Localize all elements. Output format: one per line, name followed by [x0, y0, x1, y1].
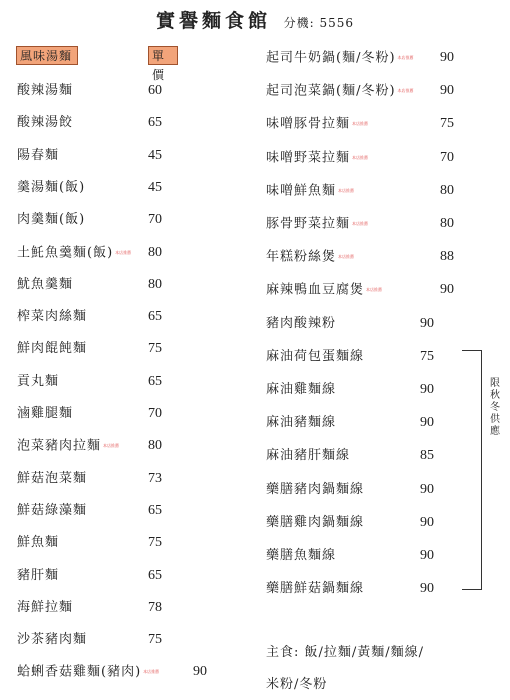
menu-item-price: 60 — [148, 83, 162, 98]
menu-item-name-text: 麻油荷包蛋麵線 — [266, 348, 365, 364]
menu-item-name — [266, 148, 368, 169]
menu-item-price: 70 — [440, 149, 454, 165]
menu-item-name-text: 味噌野菜拉麵 — [266, 150, 351, 166]
menu-item-name-text: 起司泡菜鍋(麵/冬粉) — [266, 83, 396, 99]
menu-item-price: 75 — [440, 116, 454, 132]
menu-item-price: 90 — [420, 481, 434, 497]
menu-item-name — [17, 243, 131, 264]
recommended-tag: 本店推薦 — [338, 254, 355, 260]
menu-item-name-text: 豬肝麵 — [17, 567, 60, 583]
menu-item-name-text: 羹湯麵(飯) — [17, 179, 86, 195]
menu-item-price: 45 — [148, 179, 162, 195]
menu-item-price: 75 — [420, 348, 434, 364]
menu-item-name-text: 貢丸麵 — [17, 373, 60, 389]
menu-item-price: 65 — [148, 115, 162, 131]
menu-item-name — [17, 210, 85, 230]
menu-item-name — [266, 579, 364, 599]
menu-item-name — [266, 413, 336, 433]
recommended-tag: 本店推薦 — [366, 287, 383, 293]
menu-item-name-text: 麻辣鴨血豆腐煲 — [266, 282, 365, 298]
recommended-tag: 本店推薦 — [115, 249, 132, 255]
menu-item-name-text: 沙茶豬肉麵 — [17, 632, 88, 648]
phone-extension: 分機: 5556 — [283, 16, 355, 30]
menu-item-price: 70 — [148, 212, 162, 228]
menu-item-price: 65 — [148, 502, 162, 518]
menu-item-price: 65 — [148, 309, 162, 325]
menu-item-name — [17, 113, 73, 133]
menu-item-name — [17, 339, 87, 359]
menu-item-name-text: 豚骨野菜拉麵 — [266, 216, 351, 232]
menu-item-price: 78 — [148, 599, 162, 615]
menu-item-name-text: 蛤蜊香菇雞麵(豬肉) — [17, 664, 142, 680]
menu-item-price: 90 — [420, 514, 434, 530]
menu-item-price: 90 — [420, 382, 434, 397]
menu-item-name — [17, 275, 73, 295]
menu-item-price: 90 — [420, 315, 434, 331]
menu-item-name-text: 藥膳雞肉鍋麵線 — [266, 514, 365, 530]
menu-item-name-text: 麻油雞麵線 — [266, 382, 337, 397]
menu-item-name — [17, 533, 59, 553]
menu-item-name-text: 滷雞腿麵 — [17, 406, 74, 421]
menu-item-name-text: 鮮菇綠藻麵 — [17, 502, 88, 518]
recommended-tag: 本店推薦 — [397, 55, 414, 60]
menu-item-name-text: 味噌鮮魚麵 — [266, 183, 337, 199]
menu-item-name — [17, 598, 73, 618]
category-header: 風味湯麵 — [16, 46, 78, 65]
menu-item-name-text: 酸辣湯餃 — [17, 115, 74, 131]
menu-item-name — [266, 480, 364, 500]
menu-item-price: 70 — [148, 406, 162, 421]
menu-item-price: 45 — [148, 147, 162, 163]
menu-item-name — [266, 314, 336, 334]
menu-item-price: 73 — [148, 470, 162, 486]
menu-item-price: 85 — [420, 448, 434, 464]
menu-item-name-text: 味噌豚骨拉麵 — [266, 116, 351, 132]
menu-item-name-text: 鮮肉餛飩麵 — [17, 341, 88, 357]
menu-item-name-text: 麻油豬肝麵線 — [266, 448, 351, 464]
staples-line-1: 主食: 飯/拉麵/黃麵/麵線/ — [266, 645, 425, 660]
menu-item-name-text: 魷魚羹麵 — [17, 276, 74, 292]
menu-item-name — [266, 280, 382, 301]
menu-item-name-text: 泡菜豬肉拉麵 — [17, 438, 102, 454]
menu-item-name — [266, 347, 364, 367]
menu-item-price: 90 — [440, 50, 454, 65]
menu-item-name-text: 鮮菇泡菜麵 — [17, 470, 88, 486]
menu-item-name — [17, 307, 87, 327]
menu-item-price: 80 — [148, 244, 162, 260]
menu-item-name-text: 藥膳豬肉鍋麵線 — [266, 481, 365, 497]
menu-item-name — [17, 630, 87, 650]
menu-item-name — [266, 48, 414, 69]
menu-item-name — [266, 446, 350, 466]
menu-item-price: 90 — [420, 415, 434, 431]
menu-item-name — [17, 404, 73, 424]
menu-item-name — [266, 380, 336, 400]
menu-item-name-text: 起司牛奶鍋(麵/冬粉) — [266, 50, 396, 66]
menu-item-price: 90 — [440, 83, 454, 99]
seasonal-bracket — [462, 350, 482, 590]
menu-item-name-text: 酸辣湯麵 — [17, 83, 74, 98]
recommended-tag: 本店推薦 — [143, 669, 160, 675]
menu-item-price: 80 — [440, 182, 454, 198]
menu-item-price: 75 — [148, 632, 162, 648]
menu-item-name — [266, 114, 368, 135]
menu-item-name-text: 麻油豬麵線 — [266, 415, 337, 431]
menu-item-name — [17, 81, 73, 101]
menu-item-price: 90 — [440, 282, 454, 298]
menu-item-price: 80 — [148, 438, 162, 454]
menu-item-name-text: 土魠魚羹麵(飯) — [17, 245, 114, 260]
menu-item-name — [266, 247, 354, 268]
menu-item-name — [17, 372, 59, 392]
menu-item-price: 65 — [148, 373, 162, 389]
restaurant-name: 實譽麵食館 — [155, 10, 271, 32]
recommended-tag: 本店推薦 — [397, 88, 414, 94]
menu-item-price: 75 — [148, 535, 162, 551]
menu-item-name — [17, 436, 119, 457]
menu-item-name — [266, 214, 368, 235]
menu-item-name-text: 陽春麵 — [17, 147, 60, 163]
staples-line-2: 米粉/冬粉 — [266, 677, 328, 692]
recommended-tag: 本店推薦 — [352, 154, 369, 160]
menu-item-price: 90 — [420, 581, 434, 597]
menu-item-price: 75 — [148, 341, 162, 357]
recommended-tag: 本店推薦 — [352, 221, 369, 226]
menu-item-name — [266, 81, 414, 102]
menu-item-name-text: 藥膳魚麵線 — [266, 548, 337, 563]
price-header: 單價 — [148, 46, 178, 65]
menu-item-price: 80 — [148, 276, 162, 292]
menu-item-name-text: 肉羹麵(飯) — [17, 212, 86, 228]
menu-item-name — [17, 178, 85, 198]
menu-item-name — [17, 469, 87, 489]
recommended-tag: 本店推薦 — [338, 187, 355, 193]
recommended-tag: 本店推薦 — [352, 121, 369, 127]
seasonal-note: 限秋冬供應 — [490, 378, 500, 437]
menu-item-name — [17, 566, 59, 586]
menu-item-name-text: 海鮮拉麵 — [17, 599, 74, 615]
menu-item-name-text: 豬肉酸辣粉 — [266, 315, 337, 331]
recommended-tag: 本店推薦 — [103, 443, 120, 449]
menu-item-price: 65 — [148, 567, 162, 583]
menu-item-name-text: 藥膳鮮菇鍋麵線 — [266, 581, 365, 597]
menu-item-price: 90 — [193, 664, 207, 680]
menu-item-price: 80 — [440, 216, 454, 231]
menu-item-name-text: 鮮魚麵 — [17, 535, 60, 551]
menu-item-name — [17, 501, 87, 521]
menu-item-name — [17, 662, 159, 683]
menu-item-name — [17, 146, 59, 166]
restaurant-title — [0, 6, 510, 33]
menu-item-price: 88 — [440, 249, 454, 265]
menu-item-name — [266, 546, 336, 566]
menu-item-name — [266, 181, 354, 202]
menu-item-name-text: 榨菜肉絲麵 — [17, 309, 88, 325]
menu-item-price: 90 — [420, 548, 434, 563]
menu-item-name — [266, 513, 364, 533]
menu-item-name-text: 年糕粉絲煲 — [266, 249, 337, 265]
